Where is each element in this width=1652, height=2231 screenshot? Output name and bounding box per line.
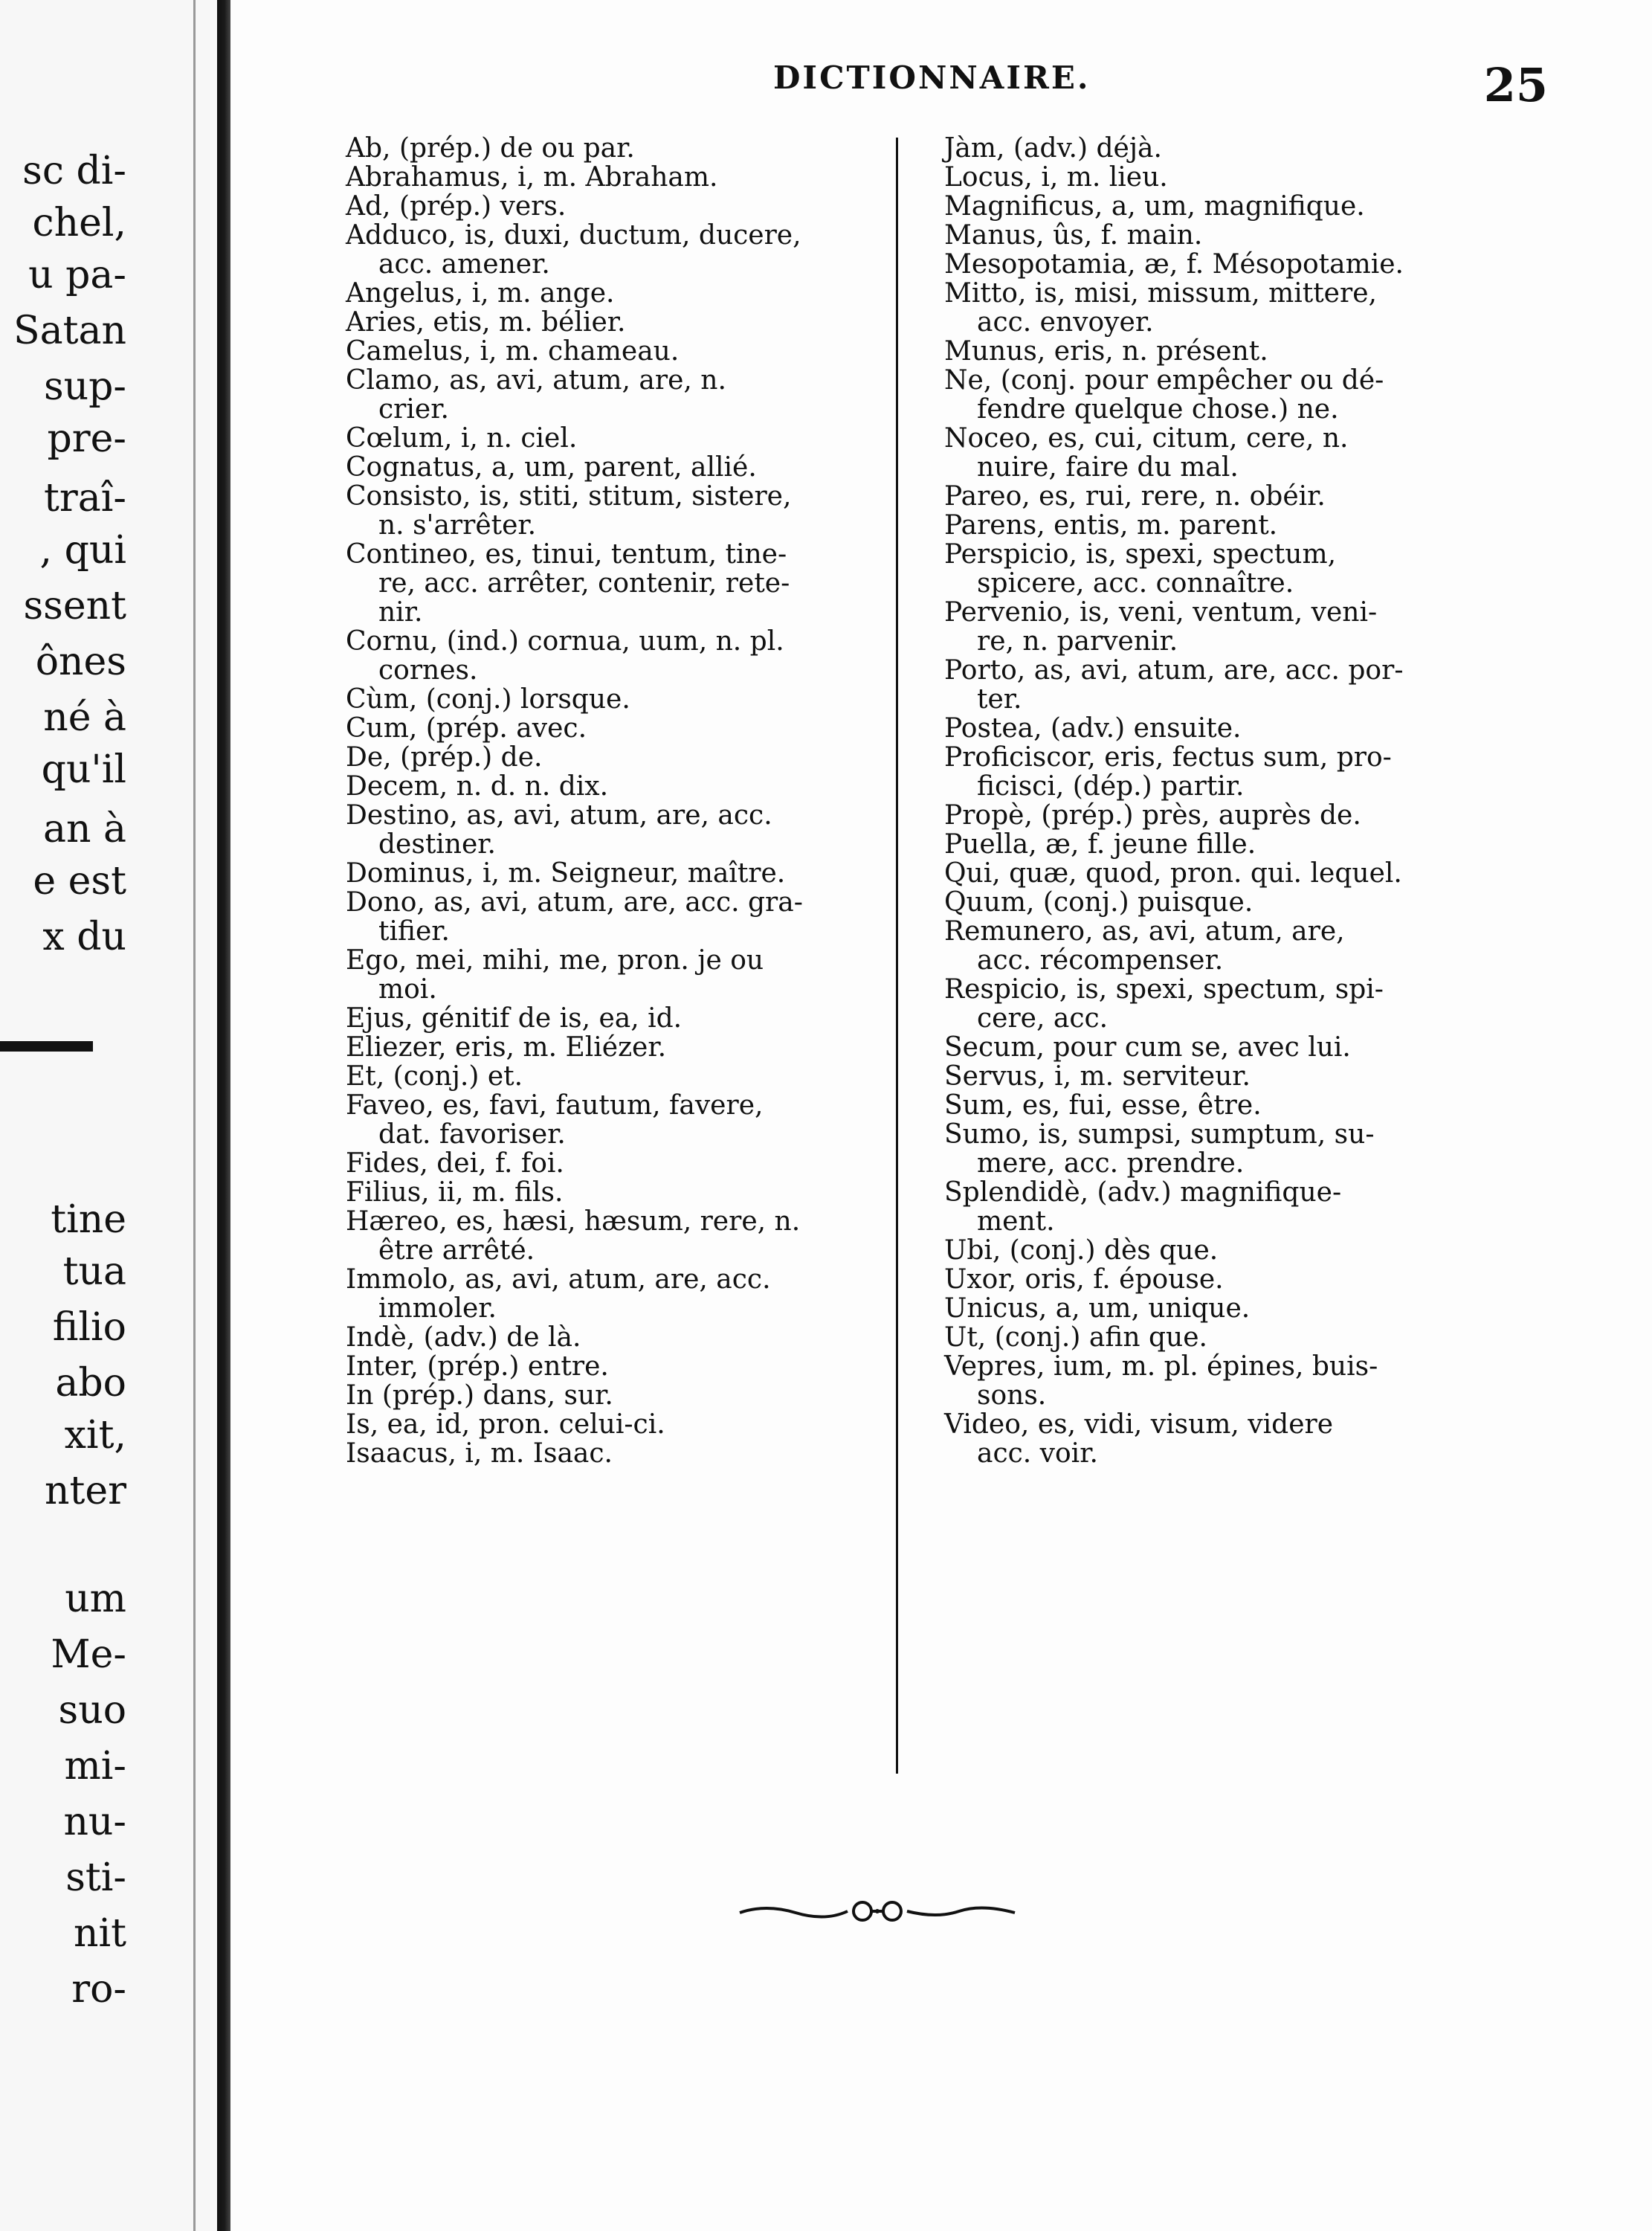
entry-definition: ea, id, pron. celui-ci. (387, 1409, 665, 1440)
entry-headword: Ab, (346, 133, 391, 164)
entry-definition: i, m. chameau. (480, 336, 680, 367)
facing-page-fragment: mi- (64, 1744, 126, 1789)
entry-headword: Contineo, (346, 539, 477, 570)
entry-continuation: sons. (977, 1380, 1047, 1411)
entry-definition: a, um, parent, allié. (491, 452, 757, 483)
facing-page-rule (0, 1041, 93, 1052)
entry-headword: Vepres, (944, 1351, 1045, 1382)
dictionary-entry (346, 1062, 907, 1091)
entry-definition: es, cui, citum, cere, n. (1048, 423, 1349, 454)
dictionary-entry (346, 1410, 907, 1439)
entry-continuation: ficisci, (dép.) partir. (977, 771, 1245, 802)
entry-headword: Porto, (944, 655, 1026, 686)
dictionary-entry (346, 1265, 907, 1323)
entry-continuation: moi. (378, 974, 437, 1005)
ornament-icon (736, 1896, 1019, 1926)
entry-headword: Puella, (944, 829, 1037, 860)
entry-headword: Clamo, (346, 365, 441, 396)
dictionary-entry (944, 1265, 1494, 1294)
facing-page-fragment: né à (43, 695, 126, 740)
entry-continuation: fendre quelque chose.) ne. (977, 394, 1339, 425)
entry-headword: Noceo, (944, 423, 1039, 454)
entry-definition: i, n. ciel. (460, 423, 578, 454)
dictionary-entry (346, 685, 907, 714)
entry-headword: Consisto, (346, 481, 471, 512)
dictionary-entry (346, 453, 907, 482)
entry-definition: (adv.) de là. (423, 1322, 581, 1353)
facing-page-fragment: x du (42, 915, 126, 959)
entry-definition: i, m. serviteur. (1054, 1061, 1251, 1092)
facing-page-fragment: u pa- (28, 253, 126, 297)
entry-headword: Servus, (944, 1061, 1046, 1092)
entry-headword: Jàm, (944, 133, 1005, 164)
entry-headword: Aries, (346, 307, 425, 338)
entry-headword: Unicus, (944, 1293, 1048, 1324)
facing-page-fragment: Satan (13, 309, 126, 353)
entry-continuation: nir. (378, 597, 423, 628)
column-rule (896, 138, 898, 1774)
entry-definition: as, avi, atum, are, acc. (466, 800, 772, 831)
tailpiece-ornament (736, 1896, 1019, 1926)
dictionary-entry (346, 221, 907, 279)
entry-headword: Proficiscor, (944, 742, 1096, 773)
entry-definition: is, misi, missum, mittere, (1034, 278, 1377, 309)
dictionary-entry (346, 1323, 907, 1352)
entry-headword: Uxor, (944, 1264, 1017, 1295)
entry-headword: Is, (346, 1409, 379, 1440)
entry-continuation: immoler. (378, 1293, 497, 1324)
entry-headword: Hæreo, (346, 1206, 448, 1237)
entry-definition: (prép. avec. (425, 713, 587, 744)
entry-definition: as, avi, atum, are, acc. gra- (433, 887, 803, 918)
dictionary-entry (944, 714, 1494, 743)
dictionary-entry (346, 1352, 907, 1381)
dictionary-entry (944, 540, 1494, 598)
entry-definition: is, spexi, spectum, (1085, 539, 1337, 570)
entry-headword: Decem, (346, 771, 448, 802)
entry-definition: (adv.) magnifique- (1097, 1177, 1342, 1208)
dictionary-entry (346, 627, 907, 685)
entry-definition: i, m. ange. (471, 278, 615, 309)
entry-headword: Ad, (346, 191, 391, 222)
entry-definition: as, avi, atum, are, acc. por- (1033, 655, 1404, 686)
entry-definition: (prép.) vers. (399, 191, 567, 222)
entry-definition: (conj.) afin que. (994, 1322, 1207, 1353)
gutter-edge (193, 0, 196, 2231)
entry-definition: entis, m. parent. (1054, 510, 1278, 541)
entry-headword: Immolo, (346, 1264, 456, 1295)
entry-definition: (adv.) déjà. (1013, 133, 1162, 164)
entry-headword: Sumo, (944, 1119, 1030, 1150)
dictionary-entry (346, 279, 907, 308)
entry-headword: Secum, (944, 1032, 1045, 1063)
entry-headword: Destino, (346, 800, 458, 831)
entry-definition: dei, f. foi. (436, 1148, 564, 1179)
entry-definition: oris, f. épouse. (1025, 1264, 1224, 1295)
entry-definition: (conj.) dès que. (1009, 1235, 1219, 1266)
entry-headword: Adduco, (346, 220, 456, 251)
entry-definition: es, tinui, tentum, tine- (485, 539, 787, 570)
facing-page-fragment: e est (33, 859, 126, 904)
dictionary-entry (944, 134, 1494, 163)
entry-headword: Remunero, (944, 916, 1094, 947)
entry-definition: ûs, f. main. (1053, 220, 1203, 251)
dictionary-entry (944, 888, 1494, 917)
dictionary-entry (944, 656, 1494, 714)
entry-headword: Pervenio, (944, 597, 1071, 628)
entry-continuation: crier. (378, 394, 449, 425)
facing-page-fragment: sti- (65, 1855, 126, 1900)
entry-continuation: dat. favoriser. (378, 1119, 566, 1150)
entry-definition: i, m. lieu. (1041, 162, 1168, 193)
dictionary-entry (944, 337, 1494, 366)
facing-page-fragment: nter (44, 1469, 126, 1513)
dictionary-entry (346, 337, 907, 366)
entry-continuation: destiner. (378, 829, 496, 860)
entry-headword: Indè, (346, 1322, 416, 1353)
entry-definition: ii, m. fils. (438, 1177, 564, 1208)
dictionary-entry (346, 1149, 907, 1178)
entry-continuation: acc. amener. (378, 249, 550, 280)
entry-headword: Cornu, (346, 626, 439, 657)
entry-headword: Ejus, (346, 1003, 413, 1034)
dictionary-entry (346, 540, 907, 627)
entry-definition: a, um, magnifique. (1111, 191, 1365, 222)
entry-definition: es, favi, fautum, favere, (442, 1090, 764, 1121)
dictionary-entry (346, 1004, 907, 1033)
dictionary-entry (346, 772, 907, 801)
entry-continuation: tifier. (378, 916, 450, 947)
dictionary-entry (346, 366, 907, 424)
entry-definition: (adv.) ensuite. (1051, 713, 1242, 744)
dictionary-entry (346, 1178, 907, 1207)
entry-headword: Video, (944, 1409, 1030, 1440)
dictionary-entry (944, 250, 1494, 279)
dictionary-entry (346, 192, 907, 221)
facing-page-fragment: Me- (51, 1632, 126, 1677)
entry-definition: eris, m. Eliézer. (455, 1032, 667, 1063)
dictionary-entry (944, 366, 1494, 424)
entry-definition: (conj.) et. (393, 1061, 523, 1092)
entry-definition: n. d. n. dix. (456, 771, 609, 802)
dictionary-entry (346, 1033, 907, 1062)
entry-headword: Magnificus, (944, 191, 1103, 222)
dictionary-entry (346, 859, 907, 888)
entry-headword: Locus, (944, 162, 1033, 193)
dictionary-entry (944, 743, 1494, 801)
dictionary-entry (944, 279, 1494, 337)
facing-page-fragment: nit (73, 1911, 126, 1956)
facing-page-fragment: um (65, 1577, 126, 1621)
entry-headword: Ut, (944, 1322, 987, 1353)
entry-headword: Manus, (944, 220, 1045, 251)
entry-definition: es, rui, rere, n. obéir. (1039, 481, 1326, 512)
entry-headword: Filius, (346, 1177, 430, 1208)
entry-headword: Dono, (346, 887, 425, 918)
dictionary-entry (346, 743, 907, 772)
entry-definition: pour cum se, avec lui. (1053, 1032, 1351, 1063)
entry-headword: Cognatus, (346, 452, 483, 483)
entry-headword: Postea, (944, 713, 1042, 744)
entry-headword: Cœlum, (346, 423, 453, 454)
entry-headword: Ego, (346, 945, 407, 976)
dictionary-entry (944, 859, 1494, 888)
dictionary-entry (944, 801, 1494, 830)
entry-definition: eris, n. présent. (1054, 336, 1268, 367)
entry-definition: (prép.) entre. (427, 1351, 609, 1382)
facing-page-fragment: suo (58, 1688, 126, 1733)
entry-continuation: n. s'arrêter. (378, 510, 537, 541)
entry-definition: i, m. Abraham. (517, 162, 718, 193)
entry-headword: Perspicio, (944, 539, 1077, 570)
facing-page-fragment: sc di- (22, 149, 126, 193)
dictionary-entry (944, 598, 1494, 656)
entry-continuation: mere, acc. prendre. (977, 1148, 1245, 1179)
entry-headword: Fides, (346, 1148, 428, 1179)
entry-headword: Eliezer, (346, 1032, 447, 1063)
entry-headword: Pareo, (944, 481, 1030, 512)
right-column (944, 134, 1494, 1468)
entry-headword: Munus, (944, 336, 1046, 367)
entry-continuation: nuire, faire du mal. (977, 452, 1239, 483)
entry-definition: etis, m. bélier. (433, 307, 626, 338)
entry-headword: Mesopotamia, (944, 249, 1136, 280)
entry-continuation: acc. récompenser. (977, 945, 1224, 976)
entry-continuation: re, acc. arrêter, contenir, rete- (378, 568, 790, 599)
entry-headword: Sum, (944, 1090, 1014, 1121)
entry-headword: Abrahamus, (346, 162, 509, 193)
entry-definition: is, sumpsi, sumptum, su- (1038, 1119, 1375, 1150)
entry-definition: i, m. Seigneur, maître. (482, 858, 786, 889)
dictionary-entry (346, 424, 907, 453)
entry-headword: Faveo, (346, 1090, 434, 1121)
page-number: 25 (1483, 58, 1548, 112)
entry-definition: (prép.) de ou par. (399, 133, 635, 164)
entry-headword: De, (346, 742, 392, 773)
facing-page-fragment: tua (62, 1249, 126, 1294)
dictionary-entry (944, 1033, 1494, 1062)
dictionary-entry (944, 1410, 1494, 1468)
dictionary-entry (346, 134, 907, 163)
facing-page-strip (0, 0, 223, 2231)
facing-page-fragment: chel, (32, 201, 126, 245)
dictionary-entry (346, 1381, 907, 1410)
dictionary-entry (346, 888, 907, 946)
dictionary-entry (944, 424, 1494, 482)
dictionary-entry (346, 946, 907, 1004)
entry-definition: génitif de is, ea, id. (422, 1003, 683, 1034)
dictionary-entry (944, 511, 1494, 540)
entry-definition: (conj.) puisque. (1042, 887, 1253, 918)
facing-page-fragment: abo (55, 1361, 126, 1406)
facing-page-fragment: , qui (39, 528, 126, 573)
entry-continuation: cornes. (378, 655, 478, 686)
dictionary-page (230, 0, 1652, 2231)
entry-definition: a, um, unique. (1055, 1293, 1251, 1324)
entry-headword: Dominus, (346, 858, 474, 889)
entry-definition: (prép.) près, auprès de. (1041, 800, 1361, 831)
entry-definition: æ, f. Mésopotamie. (1143, 249, 1404, 280)
dictionary-entry (944, 1178, 1494, 1236)
entry-headword: Mitto, (944, 278, 1027, 309)
entry-definition: æ, f. jeune fille. (1045, 829, 1256, 860)
entry-definition: mei, mihi, me, pron. je ou (415, 945, 764, 976)
entry-definition: quæ, quod, pron. qui. lequel. (1009, 858, 1402, 889)
facing-page-fragment: traî- (44, 476, 126, 521)
entry-definition: (conj. pour empêcher ou dé- (1000, 365, 1384, 396)
dictionary-entry (944, 221, 1494, 250)
entry-headword: Splendidè, (944, 1177, 1089, 1208)
entry-definition: (conj.) lorsque. (425, 684, 630, 715)
entry-definition: is, stiti, stitum, sistere, (479, 481, 792, 512)
entry-definition: (prép.) dans, sur. (381, 1380, 613, 1411)
dictionary-entry (346, 1091, 907, 1149)
entry-definition: as, avi, atum, are, (1102, 916, 1345, 947)
dictionary-entry (944, 975, 1494, 1033)
entry-definition: (ind.) cornua, uum, n. pl. (446, 626, 784, 657)
entry-definition: es, fui, esse, être. (1022, 1090, 1262, 1121)
entry-definition: eris, fectus sum, pro- (1104, 742, 1392, 773)
entry-continuation: re, n. parvenir. (977, 626, 1178, 657)
entry-headword: Ne, (944, 365, 993, 396)
facing-page-fragment: nu- (63, 1800, 126, 1844)
entry-headword: Camelus, (346, 336, 472, 367)
entry-continuation: spicere, acc. connaître. (977, 568, 1294, 599)
dictionary-entry (944, 1352, 1494, 1410)
entry-definition: ium, m. pl. épines, buis- (1053, 1351, 1378, 1382)
entry-headword: Qui, (944, 858, 1001, 889)
dictionary-entry (944, 163, 1494, 192)
dictionary-entry (346, 714, 907, 743)
entry-headword: Propè, (944, 800, 1033, 831)
entry-definition: (prép.) de. (400, 742, 543, 773)
dictionary-entry (944, 1062, 1494, 1091)
dictionary-entry (944, 1294, 1494, 1323)
dictionary-entry (944, 1091, 1494, 1120)
entry-headword: In (346, 1380, 374, 1411)
entry-headword: Cum, (346, 713, 418, 744)
facing-page-fragment: ro- (71, 1967, 126, 2012)
entry-headword: Cùm, (346, 684, 418, 715)
entry-definition: is, spexi, spectum, spi- (1076, 974, 1384, 1005)
dictionary-entry (944, 1323, 1494, 1352)
dictionary-entry (944, 192, 1494, 221)
dictionary-entry (346, 482, 907, 540)
entry-headword: Isaacus, (346, 1438, 456, 1469)
entry-headword: Quum, (944, 887, 1035, 918)
dictionary-entry (346, 801, 907, 859)
facing-page-fragment: filio (52, 1305, 126, 1350)
book-gutter (217, 0, 230, 2231)
entry-continuation: être arrêté. (378, 1235, 535, 1266)
facing-page-fragment: an à (42, 807, 126, 851)
entry-definition: es, vidi, visum, videre (1037, 1409, 1334, 1440)
facing-page-fragment: qu'il (41, 747, 126, 792)
dictionary-entry (944, 830, 1494, 859)
dictionary-entry (346, 1207, 907, 1265)
facing-page-fragment: pre- (47, 416, 126, 461)
entry-headword: Respicio, (944, 974, 1068, 1005)
entry-continuation: cere, acc. (977, 1003, 1109, 1034)
entry-headword: Parens, (944, 510, 1045, 541)
entry-continuation: acc. voir. (977, 1438, 1098, 1469)
facing-page-fragment: xit, (64, 1413, 126, 1458)
entry-headword: Ubi, (944, 1235, 1001, 1266)
entry-definition: i, m. Isaac. (465, 1438, 613, 1469)
dictionary-entry (944, 1236, 1494, 1265)
facing-page-fragment: ônes (35, 640, 126, 684)
entry-definition: es, hæsi, hæsum, rere, n. (456, 1206, 801, 1237)
dictionary-entry (944, 482, 1494, 511)
facing-page-fragment: ssent (23, 584, 126, 628)
entry-continuation: acc. envoyer. (977, 307, 1154, 338)
running-head: DICTIONNAIRE. (773, 59, 1091, 96)
entry-definition: as, avi, atum, are, acc. (465, 1264, 771, 1295)
entry-continuation: ment. (977, 1206, 1055, 1237)
dictionary-entry (346, 1439, 907, 1468)
dictionary-entry (944, 1120, 1494, 1178)
facing-page-fragment: sup- (43, 364, 126, 409)
dictionary-entry (346, 308, 907, 337)
dictionary-entry (346, 163, 907, 192)
entry-continuation: ter. (977, 684, 1022, 715)
facing-page-fragment: tine (51, 1197, 126, 1242)
entry-headword: Et, (346, 1061, 385, 1092)
entry-definition: as, avi, atum, are, n. (449, 365, 726, 396)
dictionary-entry (944, 917, 1494, 975)
entry-headword: Angelus, (346, 278, 464, 309)
entry-definition: is, veni, ventum, veni- (1080, 597, 1378, 628)
entry-definition: is, duxi, ductum, ducere, (465, 220, 801, 251)
entry-headword: Inter, (346, 1351, 419, 1382)
